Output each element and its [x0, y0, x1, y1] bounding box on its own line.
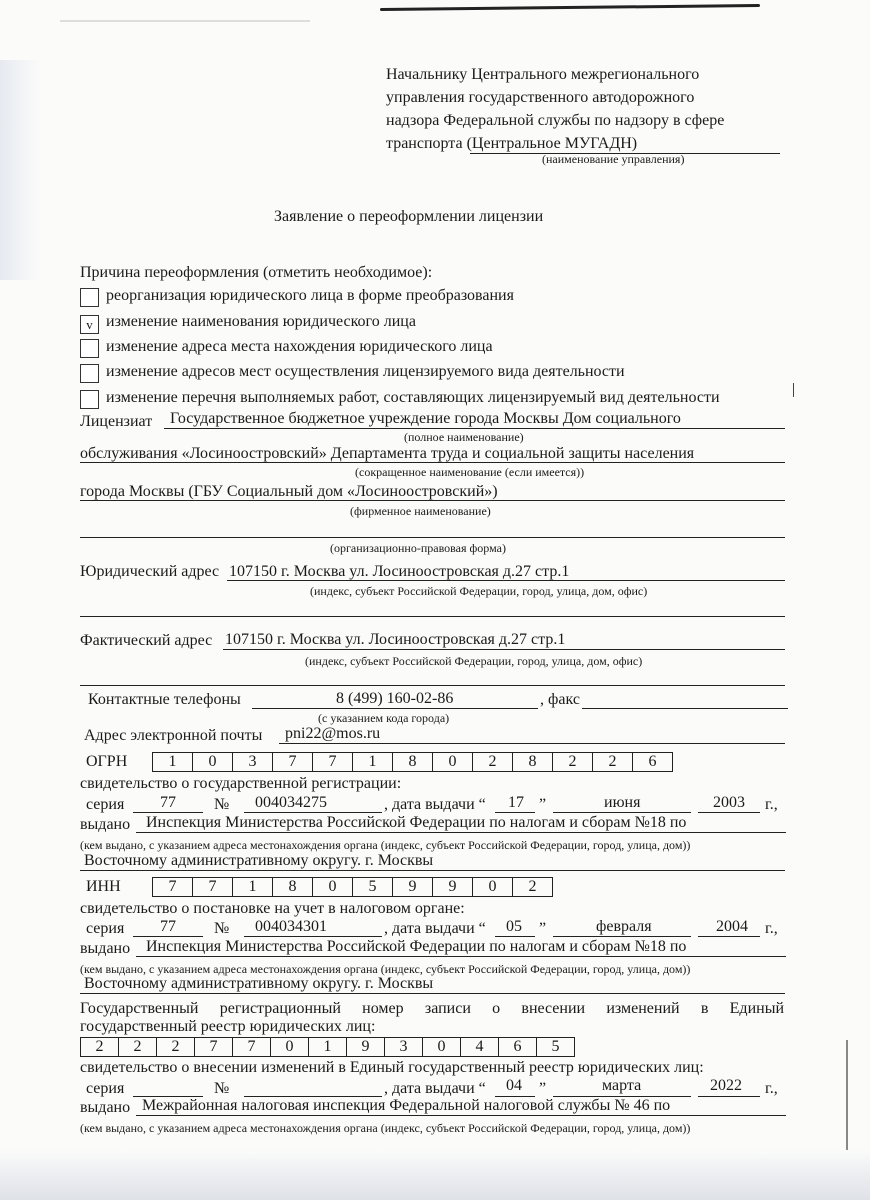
scan-edge-mark-faint [60, 20, 310, 22]
reasons-heading: Причина переоформления (отметить необходимое): [80, 264, 433, 281]
addressee-hint: (наименование управления) [542, 152, 685, 166]
actual-address-underline [223, 649, 785, 650]
grn-digit: 1 [309, 1038, 347, 1056]
grn-digit: 2 [81, 1038, 119, 1056]
inn-series-underline [133, 936, 203, 937]
inn-day: 05 [506, 918, 522, 935]
inn-month: февраля [596, 918, 652, 935]
ogrn-digit: 0 [193, 753, 233, 771]
inn-issued-label: выдано [80, 940, 131, 957]
inn-digit: 1 [233, 878, 273, 896]
inn-issued-underline [136, 956, 786, 957]
inn-digit: 5 [353, 878, 393, 896]
inn-day-underline [495, 936, 535, 937]
fax-underline [582, 708, 788, 709]
inn-digit: 0 [473, 878, 513, 896]
licensee-full-name-hint: (полное наименование) [404, 430, 524, 444]
licensee-label: Лицензиат [80, 413, 153, 430]
licensee-brand-name-underline [80, 500, 785, 501]
ogrn-issued-by-2: Восточному административному округу. г. Москвы [84, 852, 434, 869]
grn-series-label: серия [86, 1080, 125, 1097]
reason-label-reorganization: реорганизация юридического лица в форме преобразования [106, 287, 514, 304]
inn-quote-close: ” [539, 920, 547, 937]
grn-digit: 5 [551, 1038, 560, 1055]
ogrn-year-suffix: г., [765, 796, 778, 813]
ogrn-day-underline [495, 812, 535, 813]
ogrn-month-underline [553, 812, 691, 813]
inn-number-label: № [214, 920, 230, 937]
inn-digit: 9 [393, 878, 433, 896]
inn-issued-underline-2 [80, 993, 785, 994]
reason-checkbox-name-change[interactable]: v [80, 315, 99, 334]
ogrn-day: 17 [508, 794, 524, 811]
inn-issued-by: Инспекция Министерства Российской Федерации по налогам и сборам №18 по [146, 938, 687, 955]
grn-digit: 7 [233, 1038, 271, 1056]
addressee-line-3: надзора Федеральной службы по надзору в сфере [386, 112, 725, 129]
reason-label-works-list: изменение перечня выполняемых работ, составляющих лицензируемый вид деятельности [106, 389, 720, 406]
ogrn-cert-label: свидетельство о государственной регистрации: [80, 775, 402, 792]
inn-digit: 7 [153, 878, 193, 896]
grn-digit: 9 [347, 1038, 385, 1056]
inn-digit: 9 [433, 878, 473, 896]
grn-digit-cells [80, 1037, 575, 1057]
grn-month: марта [602, 1077, 642, 1094]
inn-date-label: , дата выдачи “ [384, 920, 486, 937]
grn-digit: 0 [271, 1038, 309, 1056]
inn-issued-by-2: Восточному административному округу. г. Москвы [84, 975, 434, 992]
grn-label-line-1: Государственный регистрационный номер записи о внесении изменений в Единый [80, 1000, 784, 1017]
inn-cert-label: свидетельство о постановке на учет в налоговом органе: [80, 900, 465, 917]
ogrn-digit: 3 [233, 753, 273, 771]
scan-shadow-bottom [0, 1150, 870, 1200]
legal-form-underline [80, 537, 785, 538]
email-value: pni22@mos.ru [285, 725, 381, 742]
grn-issued-hint: (кем выдано, с указанием адреса местонахождения органа (индекс, субъект Российской Федерации, город, улица, дом)) [80, 1121, 691, 1135]
ogrn-month: июня [604, 794, 641, 811]
ogrn-number-underline [244, 812, 382, 813]
legal-address-hint: (индекс, субъект Российской Федерации, город, улица, дом, офис) [310, 584, 648, 598]
licensee-brand-name: города Москвы (ГБУ Социальный дом «Лосиноостровский») [80, 483, 498, 500]
inn-digit: 7 [193, 878, 233, 896]
grn-digit: 2 [157, 1038, 195, 1056]
reason-checkbox-address-change[interactable] [80, 339, 99, 358]
grn-digit: 4 [461, 1038, 499, 1056]
ogrn-digit: 1 [353, 753, 393, 771]
ogrn-series-value: 77 [160, 794, 176, 811]
licensee-full-name: Государственное бюджетное учреждение города Москвы Дом социального [170, 410, 681, 427]
ogrn-issued-hint: (кем выдано, с указанием адреса местонахождения органа (индекс, субъект Российской Федерации, город, улица, дом)) [80, 838, 691, 852]
scan-edge-mark [380, 4, 760, 11]
inn-series-value: 77 [160, 918, 176, 935]
ogrn-issued-label: выдано [80, 816, 131, 833]
grn-number-label: № [214, 1080, 230, 1097]
inn-issued-hint: (кем выдано, с указанием адреса местонахождения органа (индекс, субъект Российской Федерации, город, улица, дом)) [80, 962, 691, 976]
inn-digit: 0 [313, 878, 353, 896]
ogrn-digit: 7 [273, 753, 313, 771]
ogrn-digit: 0 [433, 753, 473, 771]
inn-label: ИНН [86, 878, 121, 895]
licensee-short-name-hint: (сокращенное наименование (если имеется)) [355, 465, 585, 479]
fax-label: , факс [540, 691, 580, 708]
scan-shadow-left [0, 60, 40, 280]
form-title: Заявление о переоформлении лицензии [274, 208, 544, 225]
ogrn-digit: 8 [393, 753, 433, 771]
actual-address-hint: (индекс, субъект Российской Федерации, город, улица, дом, офис) [305, 654, 643, 668]
inn-digit: 8 [273, 878, 313, 896]
email-underline [279, 743, 785, 744]
actual-address-label: Фактический адрес [80, 632, 213, 649]
legal-form-hint: (организационно-правовая форма) [330, 541, 506, 555]
email-label: Адрес электронной почты [84, 727, 263, 744]
inn-year-suffix: г., [765, 920, 778, 937]
grn-day: 04 [506, 1077, 522, 1094]
actual-address-value: 107150 г. Москва ул. Лосиноостровская д.27 стр.1 [225, 631, 566, 648]
grn-year-underline [698, 1096, 760, 1097]
actual-address-underline-2 [80, 685, 785, 686]
inn-month-underline [553, 936, 691, 937]
ogrn-digit: 2 [473, 753, 513, 771]
licensee-full-name-underline [164, 428, 785, 429]
grn-digit: 2 [119, 1038, 157, 1056]
pen-mark [793, 383, 794, 397]
reason-label-name-change: изменение наименования юридического лица [106, 313, 416, 330]
legal-address-label: Юридический адрес [80, 563, 220, 580]
ogrn-digit-cells [152, 752, 673, 772]
addressee-line-2: управления государственного автодорожного [386, 89, 695, 106]
ogrn-year-underline [698, 812, 760, 813]
legal-address-underline [227, 580, 785, 581]
phone-hint: (с указанием кода города) [318, 711, 450, 725]
inn-digit-cells [152, 877, 553, 897]
grn-cert-label: свидетельство о внесении изменений в Единый государственный реестр юридических лиц: [80, 1059, 704, 1076]
reason-label-activity-addresses: изменение адресов мест осуществления лицензируемого вида деятельности [106, 363, 625, 380]
inn-year: 2004 [716, 918, 748, 935]
phone-value: 8 (499) 160-02-86 [336, 690, 454, 707]
addressee-line-1: Начальнику Центрального межрегионального [386, 66, 700, 83]
grn-digit: 3 [385, 1038, 423, 1056]
ogrn-number-value: 004034275 [255, 794, 327, 811]
ogrn-issued-by: Инспекция Министерства Российской Федерации по налогам и сборам №18 по [146, 814, 687, 831]
ogrn-series-label: серия [86, 796, 125, 813]
phones-label: Контактные телефоны [88, 691, 241, 708]
inn-year-underline [698, 936, 760, 937]
reason-checkbox-reorganization[interactable] [80, 288, 99, 307]
ogrn-digit: 6 [648, 753, 657, 770]
ogrn-digit: 7 [313, 753, 353, 771]
ogrn-digit: 8 [513, 753, 553, 771]
ogrn-series-underline [133, 812, 203, 813]
inn-series-label: серия [86, 920, 125, 937]
grn-year: 2022 [710, 1077, 742, 1094]
ogrn-quote-close: ” [539, 796, 547, 813]
grn-issued-label: выдано [80, 1099, 131, 1116]
grn-digit: 6 [499, 1038, 537, 1056]
grn-issued-underline [136, 1115, 786, 1116]
legal-address-underline-2 [80, 616, 785, 617]
reason-label-address-change: изменение адреса места нахождения юридического лица [106, 338, 493, 355]
grn-date-label: , дата выдачи “ [384, 1080, 486, 1097]
inn-number-value: 004034301 [255, 918, 327, 935]
ogrn-year: 2003 [713, 794, 745, 811]
ogrn-digit: 1 [153, 753, 193, 771]
licensee-brand-name-hint: (фирменное наименование) [350, 504, 491, 518]
grn-year-suffix: г., [765, 1080, 778, 1097]
ogrn-number-label: № [214, 796, 230, 813]
ogrn-digit: 2 [593, 753, 633, 771]
reason-checkbox-works-list[interactable] [80, 390, 99, 409]
grn-issued-by: Межрайонная налоговая инспекция Федеральной налоговой службы № 46 по [142, 1097, 671, 1114]
phone-underline [252, 708, 538, 709]
grn-digit: 0 [423, 1038, 461, 1056]
legal-address-value: 107150 г. Москва ул. Лосиноостровская д.27 стр.1 [229, 563, 570, 580]
ogrn-digit: 2 [553, 753, 593, 771]
reason-checkbox-activity-addresses[interactable] [80, 364, 99, 383]
grn-quote-close: ” [539, 1080, 547, 1097]
addressee-line-4: транспорта (Центральное МУГАДН) [386, 135, 638, 152]
licensee-short-name: обслуживания «Лосиноостровский» Департамента труда и социальной защиты населения [80, 445, 695, 462]
grn-label-line-2: государственный реестр юридических лиц: [80, 1018, 376, 1035]
ogrn-date-label: , дата выдачи “ [384, 796, 486, 813]
inn-digit: 2 [528, 878, 537, 895]
inn-number-underline [244, 936, 382, 937]
ogrn-label: ОГРН [86, 753, 128, 770]
grn-digit: 7 [195, 1038, 233, 1056]
ogrn-issued-underline-2 [80, 870, 785, 871]
licensee-short-name-underline [80, 462, 785, 463]
ogrn-issued-underline [136, 832, 786, 833]
